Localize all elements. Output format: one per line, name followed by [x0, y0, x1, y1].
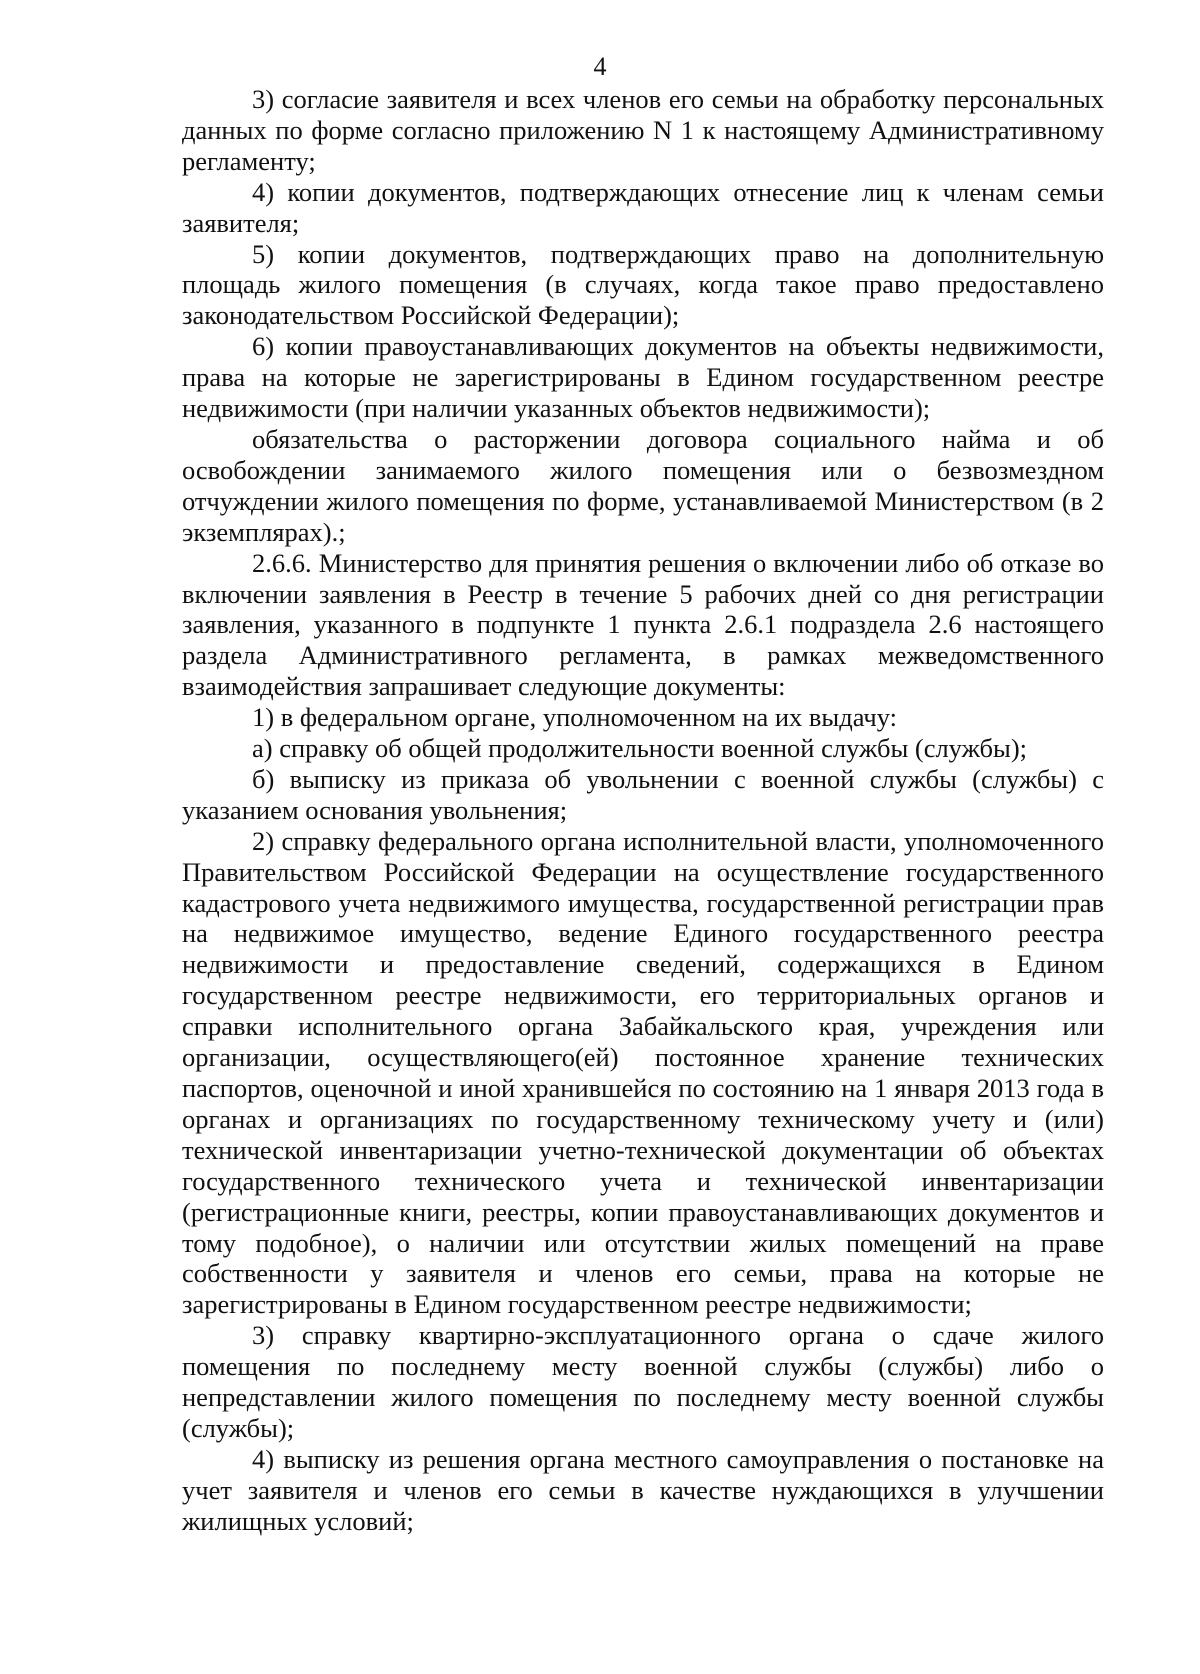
paragraph-item-3-housing-handover: 3) справку квартирно-эксплуатационного органа о сдаче жилого помещения по последнему месту военной службы (службы) либо о непредставлении жилого помещения по последнему месту военной службы (службы); — [182, 1320, 1104, 1443]
paragraph-item-4-municipal-extract: 4) выписку из решения органа местного самоуправления о постановке на учет заявителя и членов его семьи в качестве нуждающихся в улучшении жилищных условий; — [182, 1443, 1104, 1536]
paragraph-subitem-a: а) справку об общей продолжительности военной службы (службы); — [252, 733, 1028, 764]
paragraph-federal-body: 1) в федеральном органе, уполномоченном на их выдачу: — [252, 702, 897, 733]
paragraph-2-6-6: 2.6.6. Министерство для принятия решения о включении либо об отказе во включении заявления в Реестр в течение 5 рабочих дней со дня регистрации заявления, указанного в подпункте 1 пункта 2.6.1 подраздела 2.6 настоящего раздела Административного регламента, в рамках межведомственного взаимодействия запрашивает следующие документы: — [182, 547, 1104, 702]
paragraph-item-3-consent: 3) согласие заявителя и всех членов его семьи на обработку персональных данных по форме согласно приложению N 1 к настоящему Административному регламенту; — [182, 84, 1104, 176]
paragraph-item-6-title-documents: 6) копии правоустанавливающих документов на объекты недвижимости, права на которые не зарегистрированы в Едином государственном реестре недвижимости (при наличии указанных объектов недвижимости); — [182, 331, 1104, 424]
paragraph-subitem-b: б) выписку из приказа об увольнении с военной службы (службы) с указанием основания увольнения; — [182, 763, 1104, 825]
page-number: 4 — [593, 52, 607, 81]
paragraph-item-4-family-docs: 4) копии документов, подтверждающих отнесение лиц к членам семьи заявителя; — [182, 176, 1104, 238]
paragraph-obligations: обязательства о расторжении договора социального найма и об освобождении занимаемого жилого помещения или о безвозмездном отчуждении жилого помещения по форме, устанавливаемой Министерством (в 2 экземплярах).; — [182, 423, 1104, 547]
document-body — [182, 84, 1104, 1537]
paragraph-item-5-additional-area: 5) копии документов, подтверждающих право на дополнительную площадь жилого помещения (в случаях, когда такое право предоставлено законодательством Российской Федерации); — [182, 238, 1104, 331]
paragraph-item-2-certificate: 2) справку федерального органа исполнительной власти, уполномоченного Правительством Российской Федерации на осуществление государственного кадастрового учета недвижимого имущества, государственной регистрации прав на недвижимое имущество, ведение Единого государственного реестра недвижимости и предоставление сведений, содержащихся в Едином государственном реестре недвижимости, его территориальных органов и справки исполнительного органа Забайкальского края, учреждения или организации, осуществляющего(ей) постоянное хранение технических паспортов, оценочной и иной хранившейся по состоянию на 1 января 2013 года в органах и организациях по государственному техническому учету и (или) технической инвентаризации учетно-технической документации об объектах государственного технического учета и технической инвентаризации (регистрационные книги, реестры, копии правоустанавливающих документов и тому подобное), о наличии или отсутствии жилых помещений на праве собственности у заявителя и членов его семьи, права на которые не зарегистрированы в Едином государственном реестре недвижимости; — [182, 825, 1104, 1320]
